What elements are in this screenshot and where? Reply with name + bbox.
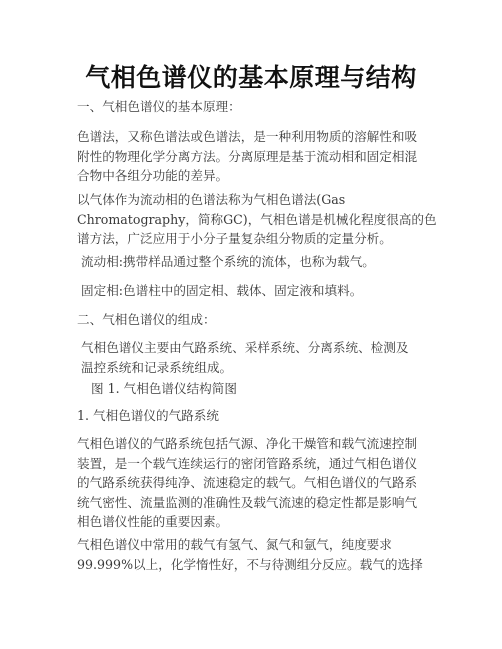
section-heading-principle <box>77 97 429 117</box>
text-line: 图 1. 气相色谱仪结构简图 <box>91 381 237 396</box>
text-line: 99.999%以上，化学惰性好，不与待测组分反应。载气的选择 <box>77 556 423 572</box>
text-line: 相色谱仪性能的重要因素。 <box>77 514 229 529</box>
paragraph-composition <box>77 338 433 377</box>
text-line: 谱方法，广泛应用于小分子量复杂组分物质的定量分析。 <box>77 231 392 246</box>
text-line: 装置，是一个载气连续运行的密闭管路系统，通过气相色谱仪 <box>77 455 418 471</box>
text-line: 气相色谱仪中常用的载气有氢气、氮气和氩气，纯度要求 <box>77 537 392 552</box>
text-line: 一、气相色谱仪的基本原理： <box>77 99 241 114</box>
text-line: 温控系统和记录系统组成。 <box>81 359 233 375</box>
paragraph-mobile-phase <box>77 252 433 272</box>
text-line: 色谱法，又称色谱法或色谱法，是一种利用物质的溶解性和吸 <box>77 129 418 144</box>
figure-caption <box>77 379 443 399</box>
paragraph-carrier-gas <box>77 535 429 574</box>
text-line: 的气路系统获得纯净、流速稳定的载气。气相色谱仪的气路系 <box>77 475 418 490</box>
text-line: Chromatography，简称GC)，气相色谱是机械化程度很高的色 <box>77 211 437 227</box>
paragraph-gas-chromatography <box>77 190 437 249</box>
text-line: 气相色谱仪主要由气路系统、采样系统、分离系统、检测及 <box>81 340 409 355</box>
text-line: 附性的物理化学分离方法。分离原理是基于流动相和固定相混 <box>77 148 418 164</box>
text-line: 以气体作为流动相的色谱法称为气相色谱法(Gas <box>77 192 346 207</box>
paragraph-chromatography-definition <box>77 127 429 186</box>
text-line: 统气密性、流量监测的准确性及载气流速的稳定性都是影响气 <box>77 494 418 510</box>
text-line: 流动相:携带样品通过整个系统的流体，也称为载气。 <box>81 254 375 269</box>
text-line: 固定相:色谱柱中的固定相、载体、固定液和填料。 <box>81 283 363 298</box>
text-line: 1. 气相色谱仪的气路系统 <box>77 408 219 423</box>
text-line: 合物中各组分功能的差异。 <box>77 168 229 183</box>
subsection-heading-gas-path <box>77 406 429 426</box>
page-title: 气相色谱仪的基本原理与结构 <box>85 63 417 92</box>
paragraph-stationary-phase <box>77 281 433 301</box>
paragraph-gas-path-system <box>77 434 429 532</box>
section-heading-composition <box>77 310 429 330</box>
text-line: 气相色谱仪的气路系统包括气源、净化干燥管和载气流速控制 <box>77 436 418 451</box>
text-line: 二、气相色谱仪的组成： <box>77 312 216 327</box>
